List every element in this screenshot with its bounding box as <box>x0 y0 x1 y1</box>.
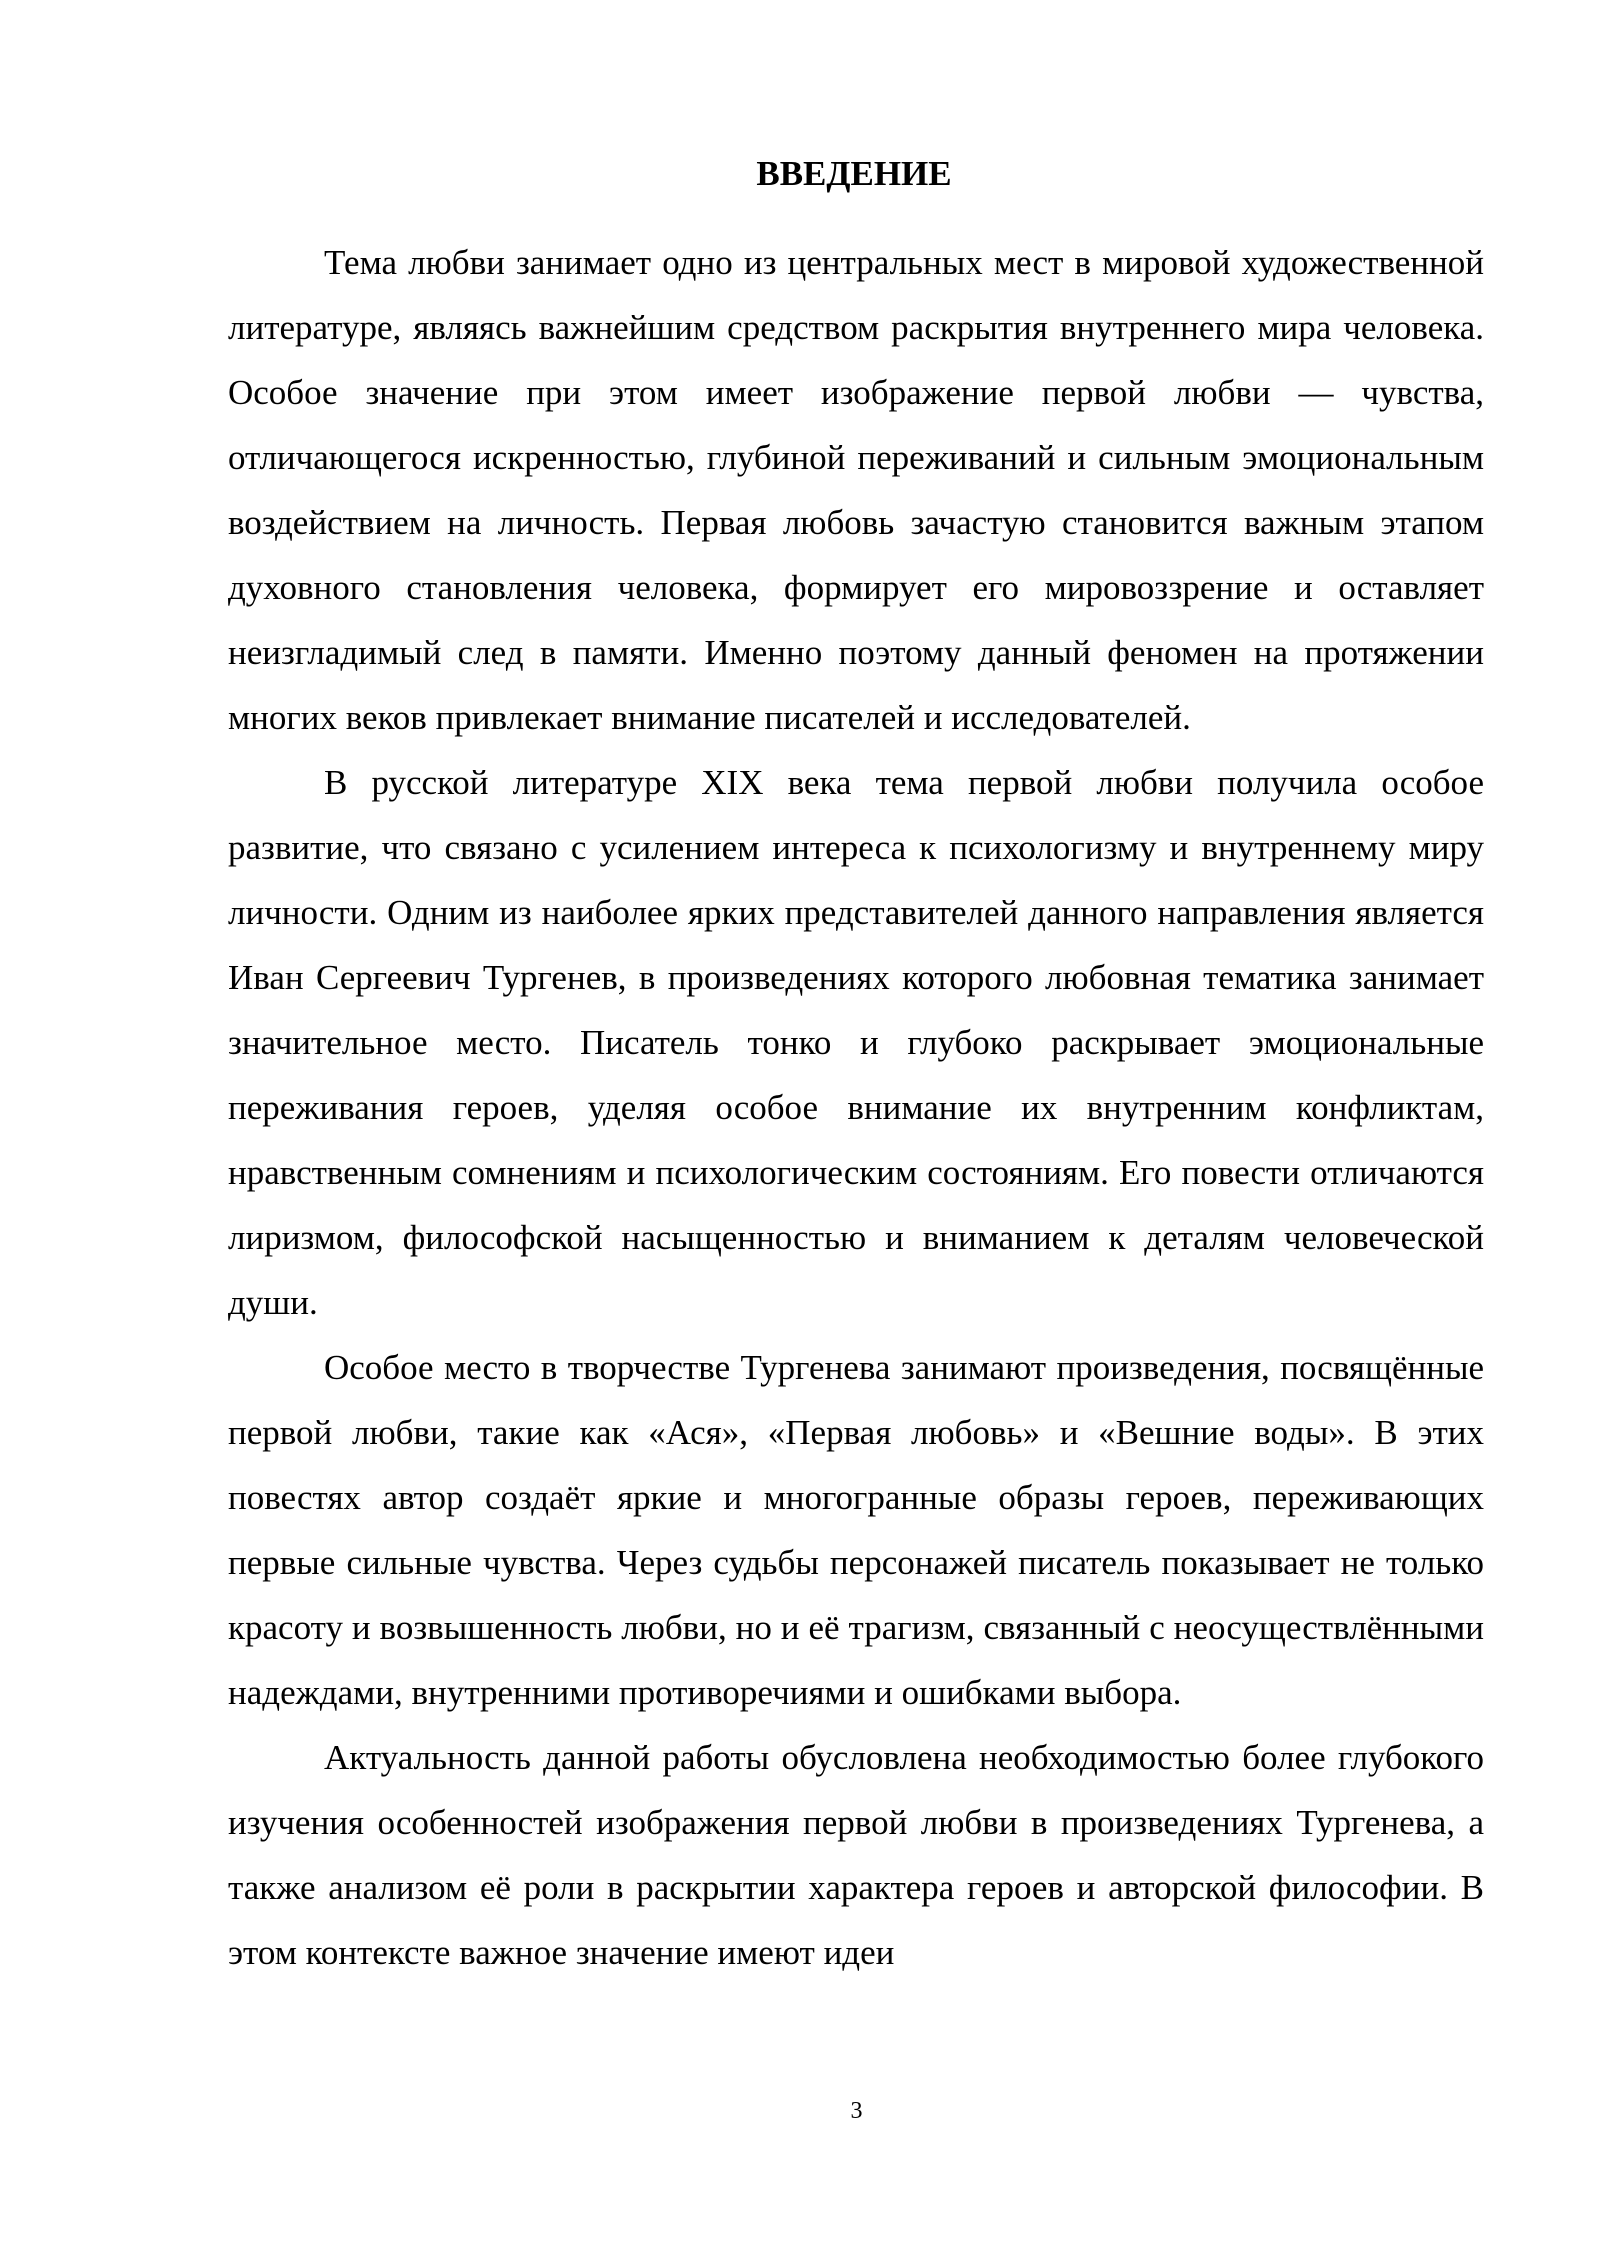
paragraph-1: Тема любви занимает одно из центральных мест в мировой художественной литературе, являясь важнейшим средством раскрытия внутреннего мира человека. Особое значение при этом имеет изображение первой любви — чувства, отличающегося искренностью, глубиной переживаний и сильным эмоциональным воздействием на личность. Первая любовь зачастую становится важным этапом духовного становления человека, формирует его мировоззрение и оставляет неизгладимый след в памяти. Именно поэтому данный феномен на протяжении многих веков привлекает внимание писателей и исследователей. <box>228 243 1484 737</box>
page-number: 3 <box>850 2098 863 2124</box>
paragraph-4: Актуальность данной работы обусловлена необходимостью более глубокого изучения особенностей изображения первой любви в произведениях Тургенева, а также анализом её роли в раскрытии характера героев и авторской философии. В этом контексте важное значение имеют идеи <box>228 1738 1484 1972</box>
paragraph-2: В русской литературе XIX века тема первой любви получила особое развитие, что связано с усилением интереса к психологизму и внутреннему миру личности. Одним из наиболее ярких представителей данного направления является Иван Сергеевич Тургенев, в произведениях которого любовная тематика занимает значительное место. Писатель тонко и глубоко раскрывает эмоциональные переживания героев, уделяя особое внимание их внутренним конфликтам, нравственным сомнениям и психологическим состояниям. Его повести отличаются лиризмом, философской насыщенностью и вниманием к деталям человеческой души. <box>228 763 1484 1322</box>
section-heading: ВВЕДЕНИЕ <box>756 154 952 193</box>
paragraph-3: Особое место в творчестве Тургенева занимают произведения, посвящённые первой любви, такие как «Ася», «Первая любовь» и «Вешние воды». В этих повестях автор создаёт яркие и многогранные образы героев, переживающих первые сильные чувства. Через судьбы персонажей писатель показывает не только красоту и возвышенность любви, но и её трагизм, связанный с неосуществлёнными надеждами, внутренними противоречиями и ошибками выбора. <box>228 1348 1484 1712</box>
body-text <box>228 230 1484 1985</box>
